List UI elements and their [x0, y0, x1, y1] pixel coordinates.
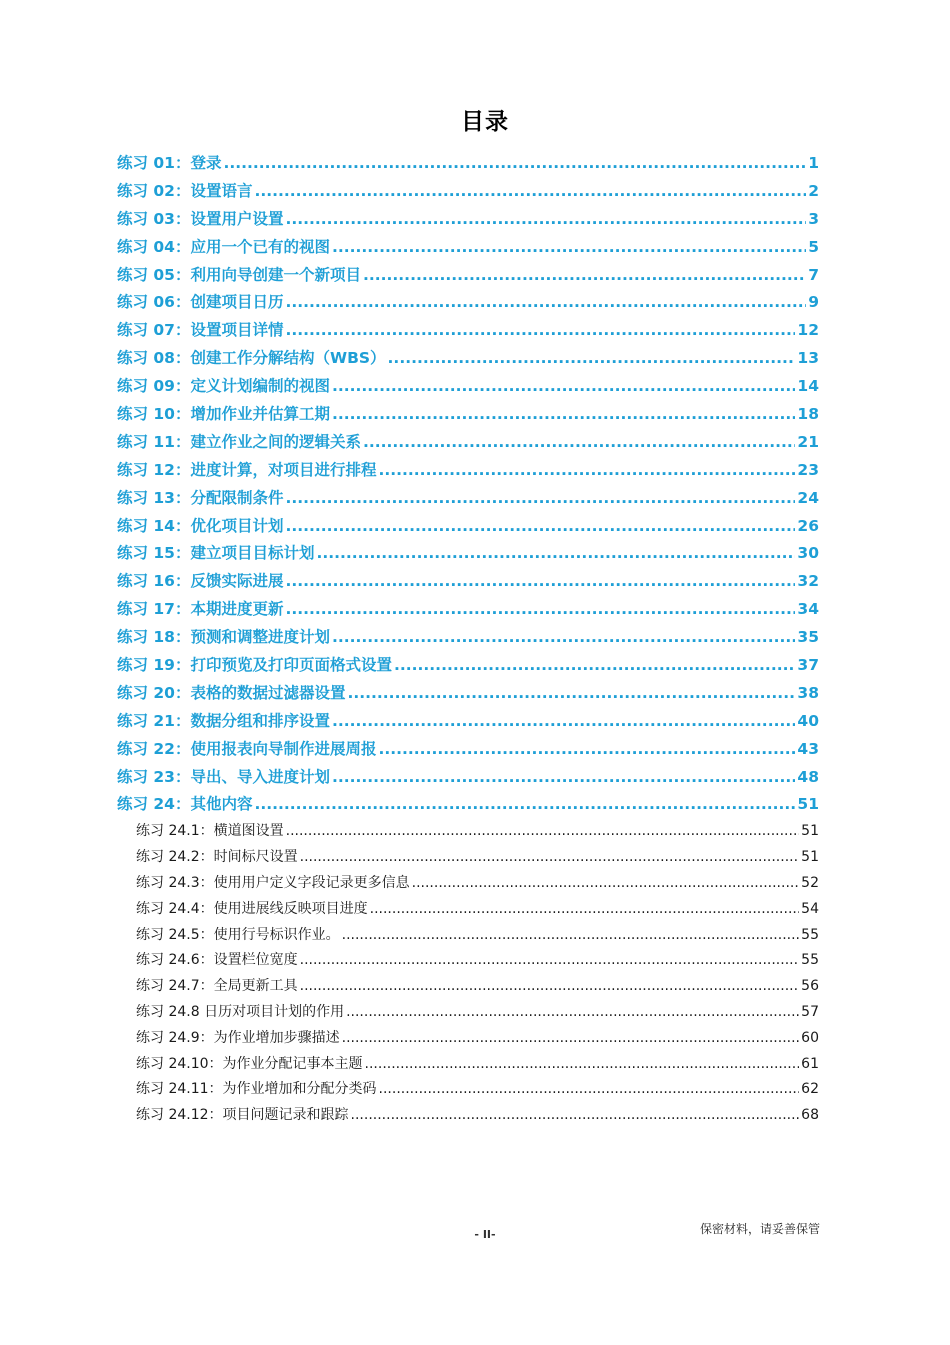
toc-dot-leader — [347, 680, 795, 708]
toc-dot-leader — [285, 317, 795, 345]
toc-entry-label: 练习 24.8 日历对项目计划的作用 — [136, 1003, 345, 1020]
toc-entry-label: 练习 24.7：全局更新工具 — [136, 978, 298, 995]
toc-entry-label: 练习 05：利用向导创建一个新项目 — [117, 265, 361, 284]
toc-entry-page-number: 7 — [808, 265, 819, 284]
toc-entry-label: 练习 16：反馈实际进展 — [117, 572, 284, 591]
toc-entry-label: 练习 03：设置用户设置 — [117, 209, 284, 228]
toc-dot-leader — [342, 1026, 800, 1052]
toc-entry-page-number: 56 — [801, 978, 819, 995]
toc-dot-leader — [285, 513, 795, 541]
toc-entry-label: 练习 06：创建项目日历 — [117, 293, 284, 312]
toc-entry[interactable] — [117, 1026, 819, 1052]
toc-entry-page-number: 3 — [808, 209, 819, 228]
toc-entry-page-number: 40 — [797, 711, 819, 730]
toc-entry-label: 练习 04：应用一个已有的视图 — [117, 237, 330, 256]
toc-entry[interactable] — [117, 871, 819, 897]
toc-entry-page-number: 37 — [797, 656, 819, 675]
toc-entry-label: 练习 20：表格的数据过滤器设置 — [117, 683, 346, 702]
toc-dot-leader — [378, 736, 795, 764]
toc-dot-leader — [285, 568, 795, 596]
toc-entry-page-number: 51 — [797, 795, 819, 814]
toc-entry-label: 练习 24.6：设置栏位宽度 — [136, 952, 298, 969]
toc-entry-page-number: 38 — [797, 683, 819, 702]
toc-entry-page-number: 32 — [797, 572, 819, 591]
toc-entry-label: 练习 24：其他内容 — [117, 795, 253, 814]
toc-entry-label: 练习 17：本期进度更新 — [117, 600, 284, 619]
toc-dot-leader — [412, 871, 800, 897]
toc-entry[interactable] — [117, 819, 819, 845]
toc-dot-leader — [346, 1000, 799, 1026]
toc-dot-leader — [394, 652, 795, 680]
toc-dot-leader — [316, 540, 795, 568]
toc-entry-page-number: 57 — [801, 1003, 819, 1020]
toc-dot-leader — [285, 596, 795, 624]
toc-dot-leader — [223, 150, 806, 178]
toc-entry[interactable] — [117, 708, 819, 736]
toc-dot-leader — [388, 345, 796, 373]
toc-entry-page-number: 62 — [801, 1081, 819, 1098]
toc-dot-leader — [300, 974, 800, 1000]
toc-entry[interactable] — [117, 1077, 819, 1103]
toc-entry[interactable] — [117, 206, 819, 234]
toc-entry-page-number: 35 — [797, 628, 819, 647]
toc-entry[interactable] — [117, 485, 819, 513]
toc-dot-leader — [300, 845, 800, 871]
toc-entry-page-number: 61 — [801, 1055, 819, 1072]
toc-dot-leader — [342, 923, 800, 949]
toc-entry-label: 练习 24.3：使用用户定义字段记录更多信息 — [136, 874, 410, 891]
toc-entry-label: 练习 24.4：使用进展线反映项目进度 — [136, 900, 368, 917]
footer-page-number: - II- — [474, 1228, 496, 1241]
toc-entry-page-number: 30 — [797, 544, 819, 563]
toc-entry-label: 练习 14：优化项目计划 — [117, 516, 284, 535]
table-of-contents — [117, 150, 819, 1129]
toc-dot-leader — [370, 897, 800, 923]
toc-entry-label: 练习 24.2：时间标尺设置 — [136, 849, 298, 866]
toc-entry[interactable] — [117, 345, 819, 373]
toc-entry[interactable] — [117, 457, 819, 485]
toc-main-list — [117, 150, 819, 819]
toc-dot-leader — [332, 234, 806, 262]
toc-dot-leader — [254, 791, 795, 819]
toc-dot-leader — [285, 289, 806, 317]
toc-entry-page-number: 68 — [801, 1107, 819, 1124]
toc-entry[interactable] — [117, 845, 819, 871]
toc-entry-page-number: 60 — [801, 1029, 819, 1046]
toc-entry-label: 练习 21：数据分组和排序设置 — [117, 711, 330, 730]
toc-entry-label: 练习 11：建立作业之间的逻辑关系 — [117, 432, 361, 451]
toc-dot-leader — [378, 457, 795, 485]
toc-dot-leader — [285, 485, 795, 513]
toc-dot-leader — [332, 764, 795, 792]
toc-entry-label: 练习 24.11：为作业增加和分配分类码 — [136, 1081, 377, 1098]
toc-entry[interactable] — [117, 513, 819, 541]
toc-entry-page-number: 18 — [797, 405, 819, 424]
toc-entry[interactable] — [117, 150, 819, 178]
toc-entry-page-number: 43 — [797, 739, 819, 758]
toc-entry-page-number: 26 — [797, 516, 819, 535]
toc-dot-leader — [254, 178, 806, 206]
toc-entry-page-number: 51 — [801, 849, 819, 866]
toc-entry-page-number: 55 — [801, 926, 819, 943]
toc-entry-page-number: 24 — [797, 488, 819, 507]
toc-entry-label: 练习 24.5：使用行号标识作业。 — [136, 926, 340, 943]
toc-entry-page-number: 54 — [801, 900, 819, 917]
toc-entry-label: 练习 12：进度计算，对项目进行排程 — [117, 460, 377, 479]
toc-entry-label: 练习 13：分配限制条件 — [117, 488, 284, 507]
toc-entry[interactable] — [117, 429, 819, 457]
toc-sub-list — [117, 819, 819, 1129]
toc-entry[interactable] — [117, 1103, 819, 1129]
toc-dot-leader — [365, 1052, 800, 1078]
toc-entry-page-number: 52 — [801, 874, 819, 891]
toc-entry-page-number: 2 — [808, 181, 819, 200]
toc-dot-leader — [363, 262, 806, 290]
toc-entry[interactable] — [117, 948, 819, 974]
toc-entry-label: 练习 09：定义计划编制的视图 — [117, 377, 330, 396]
toc-entry-label: 练习 07：设置项目详情 — [117, 321, 284, 340]
toc-entry[interactable] — [117, 178, 819, 206]
toc-entry[interactable] — [117, 974, 819, 1000]
toc-entry[interactable] — [117, 736, 819, 764]
toc-entry-label: 练习 24.12：项目问题记录和跟踪 — [136, 1107, 349, 1124]
toc-dot-leader — [332, 373, 795, 401]
toc-entry-page-number: 34 — [797, 600, 819, 619]
toc-entry-label: 练习 22：使用报表向导制作进展周报 — [117, 739, 377, 758]
toc-dot-leader — [332, 624, 795, 652]
toc-entry-page-number: 9 — [808, 293, 819, 312]
toc-dot-leader — [363, 429, 795, 457]
toc-dot-leader — [332, 708, 795, 736]
toc-entry[interactable] — [117, 764, 819, 792]
toc-dot-leader — [285, 206, 806, 234]
toc-entry[interactable] — [117, 1052, 819, 1078]
toc-entry-page-number: 21 — [797, 432, 819, 451]
footer-confidential-note: 保密材料，请妥善保管 — [700, 1222, 821, 1236]
toc-entry-page-number: 12 — [797, 321, 819, 340]
toc-entry-label: 练习 19：打印预览及打印页面格式设置 — [117, 656, 392, 675]
toc-dot-leader — [332, 401, 795, 429]
toc-entry[interactable] — [117, 401, 819, 429]
toc-entry[interactable] — [117, 624, 819, 652]
toc-entry-label: 练习 10：增加作业并估算工期 — [117, 405, 330, 424]
toc-entry-page-number: 5 — [808, 237, 819, 256]
toc-entry-label: 练习 15：建立项目目标计划 — [117, 544, 315, 563]
toc-entry-page-number: 51 — [801, 823, 819, 840]
toc-dot-leader — [379, 1077, 800, 1103]
toc-entry-page-number: 48 — [797, 767, 819, 786]
toc-entry-label: 练习 18：预测和调整进度计划 — [117, 628, 330, 647]
toc-entry[interactable] — [117, 897, 819, 923]
toc-entry-label: 练习 23：导出、导入进度计划 — [117, 767, 330, 786]
toc-entry-label: 练习 08：创建工作分解结构（WBS） — [117, 349, 386, 368]
toc-entry[interactable] — [117, 923, 819, 949]
toc-dot-leader — [286, 819, 800, 845]
toc-entry-page-number: 23 — [797, 460, 819, 479]
page-title: 目录 — [461, 109, 509, 135]
toc-entry-label: 练习 24.9：为作业增加步骤描述 — [136, 1029, 340, 1046]
toc-entry[interactable] — [117, 568, 819, 596]
toc-entry[interactable] — [117, 1000, 819, 1026]
toc-entry[interactable] — [117, 680, 819, 708]
toc-dot-leader — [300, 948, 800, 974]
toc-entry[interactable] — [117, 596, 819, 624]
toc-entry[interactable] — [117, 373, 819, 401]
toc-entry-label: 练习 02：设置语言 — [117, 181, 253, 200]
toc-entry-page-number: 55 — [801, 952, 819, 969]
toc-entry[interactable] — [117, 289, 819, 317]
toc-entry[interactable] — [117, 791, 819, 819]
toc-entry-label: 练习 24.10：为作业分配记事本主题 — [136, 1055, 363, 1072]
toc-entry-page-number: 1 — [808, 154, 819, 172]
toc-entry[interactable] — [117, 262, 819, 290]
toc-entry-page-number: 14 — [797, 377, 819, 396]
toc-entry-label: 练习 24.1：横道图设置 — [136, 823, 284, 840]
toc-entry[interactable] — [117, 652, 819, 680]
toc-entry[interactable] — [117, 317, 819, 345]
toc-entry-label: 练习 01：登录 — [117, 154, 222, 172]
toc-entry[interactable] — [117, 540, 819, 568]
toc-entry-page-number: 13 — [797, 349, 819, 368]
toc-entry[interactable] — [117, 234, 819, 262]
toc-dot-leader — [351, 1103, 800, 1129]
